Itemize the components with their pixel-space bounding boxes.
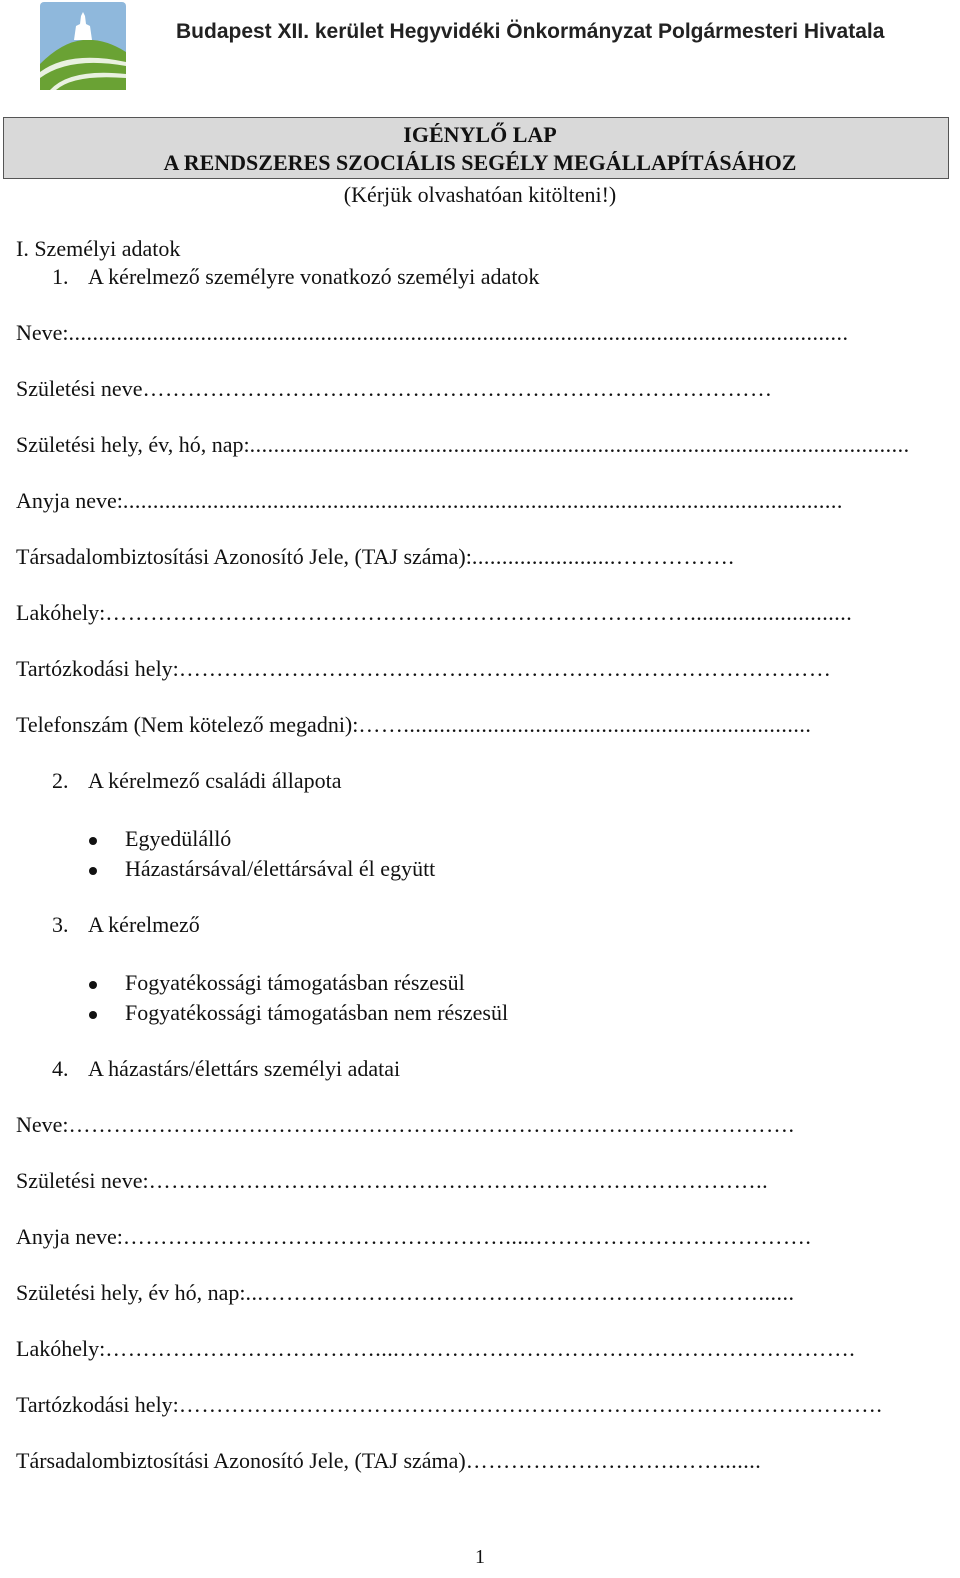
fill-line: …………………………………………………………………………………. xyxy=(178,1392,883,1417)
form-subtitle: A RENDSZERES SZOCIÁLIS SEGÉLY MEGÁLLAPÍTÁSÁHOZ xyxy=(163,150,797,175)
field-label: Lakóhely: xyxy=(16,1336,106,1361)
subsection-label: A házastárs/élettárs személyi adatai xyxy=(88,1056,401,1081)
subsection-label: A kérelmező személyre vonatkozó személyi adatok xyxy=(88,264,540,289)
field-label: Társadalombiztosítási Azonosító Jele, (TAJ száma): xyxy=(16,544,472,569)
subsection-number: 1. xyxy=(52,264,69,289)
field-label: Neve: xyxy=(16,320,69,345)
field-label: Születési neve: xyxy=(16,1168,149,1193)
bullet-icon xyxy=(88,826,125,852)
fill-line: ……………………………………………………………………………………. xyxy=(68,1112,795,1137)
field-label: Anyja neve: xyxy=(16,488,123,513)
applicant-mother-name-field[interactable] xyxy=(16,488,936,514)
option-label: Fogyatékossági támogatásban részesül xyxy=(125,970,465,995)
fill-instruction: (Kérjük olvashatóan kitölteni!) xyxy=(343,182,617,207)
applicant-stay-address-field[interactable] xyxy=(16,656,936,682)
bullet-icon xyxy=(88,970,125,996)
spouse-taj-field[interactable] xyxy=(16,1448,936,1474)
field-label: Neve: xyxy=(16,1112,69,1137)
fill-line: ………………………………………………………………………… xyxy=(142,376,773,401)
field-label: Születési neve xyxy=(16,376,143,401)
fill-line: …………………………………………….....………………………………. xyxy=(122,1224,812,1249)
applicant-taj-field[interactable] xyxy=(16,544,936,570)
applicant-name-field[interactable] xyxy=(16,320,936,346)
subsection-3-heading xyxy=(52,912,200,938)
fill-line: ........................................................................................................................ xyxy=(122,488,843,513)
marital-option-with-partner[interactable] xyxy=(88,856,435,882)
field-label: Anyja neve: xyxy=(16,1224,123,1249)
fill-line: .................................................................................................................................. xyxy=(68,320,849,345)
spouse-residence-field[interactable] xyxy=(16,1336,936,1362)
option-label: Fogyatékossági támogatásban nem részesül xyxy=(125,1000,509,1025)
applicant-phone-field[interactable] xyxy=(16,712,936,738)
fill-line: ...…………………………………………………………...... xyxy=(245,1280,795,1305)
field-label: Társadalombiztosítási Azonosító Jele, (TAJ száma) xyxy=(16,1448,466,1473)
subsection-number: 2. xyxy=(52,768,69,793)
page-number: 1 xyxy=(475,1546,485,1568)
subsection-label: A kérelmező xyxy=(88,912,200,937)
spouse-birth-name-field[interactable] xyxy=(16,1168,936,1194)
bullet-icon xyxy=(88,856,125,882)
form-title: IGÉNYLŐ LAP xyxy=(403,122,557,147)
applicant-birth-name-field[interactable] xyxy=(16,376,936,402)
subsection-number: 3. xyxy=(52,912,69,937)
fill-line: ……………………………………………………………………........................... xyxy=(105,600,853,625)
field-label: Születési hely, év, hó, nap: xyxy=(16,432,250,457)
fill-line: ……………………….……....... xyxy=(465,1448,762,1473)
applicant-residence-field[interactable] xyxy=(16,600,936,626)
organization-name: Budapest XII. kerület Hegyvidéki Önkormányzat Polgármesteri Hivatala xyxy=(176,20,885,43)
subsection-4-heading xyxy=(52,1056,400,1082)
spouse-birth-place-date-field[interactable] xyxy=(16,1280,936,1306)
fill-line: ........................……………. xyxy=(471,544,735,569)
field-label: Tartózkodási hely: xyxy=(16,656,179,681)
field-label: Telefonszám (Nem kötelező megadni): xyxy=(16,712,359,737)
hegyvidek-logo-icon xyxy=(40,2,126,90)
spouse-mother-name-field[interactable] xyxy=(16,1224,936,1250)
bullet-icon xyxy=(88,1000,125,1026)
fill-line: ……………………………………………………………………….. xyxy=(148,1168,769,1193)
section-heading: I. Személyi adatok xyxy=(16,236,181,261)
fill-line: …….................................................................... xyxy=(358,712,812,737)
option-label: Házastársával/élettársával él együtt xyxy=(125,856,436,881)
fill-line: …………………………………………………………………………… xyxy=(178,656,832,681)
subsection-number: 4. xyxy=(52,1056,69,1081)
subsection-label: A kérelmező családi állapota xyxy=(88,768,342,793)
fill-line: ………………………………....……………………………………………………. xyxy=(105,1336,856,1361)
field-label: Születési hely, év hó, nap: xyxy=(16,1280,246,1305)
applicant-birth-place-date-field[interactable] xyxy=(16,432,936,458)
field-label: Tartózkodási hely: xyxy=(16,1392,179,1417)
disability-option-receives[interactable] xyxy=(88,970,465,996)
disability-option-not-receives[interactable] xyxy=(88,1000,508,1026)
fill-line: .............................................................................................................. xyxy=(249,432,910,457)
spouse-name-field[interactable] xyxy=(16,1112,936,1138)
option-label: Egyedülálló xyxy=(125,826,232,851)
subsection-2-heading xyxy=(52,768,342,794)
subsection-1-heading xyxy=(52,264,539,290)
field-label: Lakóhely: xyxy=(16,600,106,625)
marital-option-single[interactable] xyxy=(88,826,231,852)
spouse-stay-address-field[interactable] xyxy=(16,1392,936,1418)
